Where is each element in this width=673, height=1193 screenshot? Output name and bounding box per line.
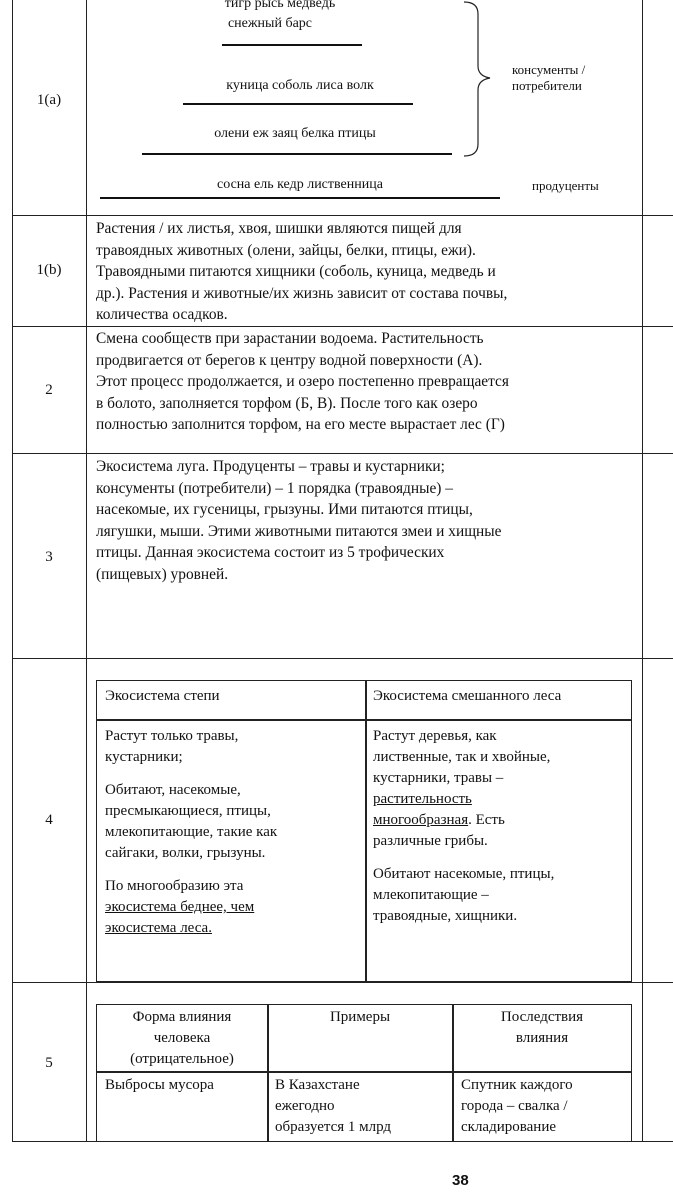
pyramid-level-producers: сосна ель кедр лиственница [217,177,383,192]
pyramid-level-top: тигр рысь медведь [224,0,336,11]
steppe-description: Растут только травы, кустарники; Обитают, насекомые, пресмыкающиеся, птицы, млекопитающие, такие как сайгаки, волки, грызуны. По многообразию эта экосистема беднее, чем экосистема леса. [105,728,278,936]
table-right-border [642,0,643,1141]
cell-impact-form: Выбросы мусора [105,1077,214,1093]
pyramid-bar [100,197,500,199]
pyramid-bar [183,103,413,105]
table-column-divider [365,681,367,981]
forest-description: Растут деревья, как лиственные, так и хвойные, кустарники, травы – растительность многообразная. Есть различные грибы. Обитают насекомые, птицы, млекопитающие – травоядные, хищники. [373,728,555,924]
row-separator [12,1141,673,1142]
row-number: 2 [45,382,53,398]
answer-text: Смена сообществ при зарастании водоема. Растительность продвигается от берегов к центру водной поверхности (А). Этот процесс продолжается, и озеро постепенно превращается в болото, заполняется торфом (Б, В). После того как озеро полностью заполнится торфом, на его месте вырастает лес (Г) [96,330,509,433]
row-number: 1(a) [36,92,62,108]
human-impact-table [96,1004,632,1141]
table-header-divider [97,719,631,721]
ecosystem-comparison-table [96,680,632,982]
table-header-steppe: Экосистема степи [105,688,220,704]
brace-icon [462,0,502,160]
header-impact-form: Форма влияния человека (отрицательное) [130,1009,234,1067]
table-header-forest: Экосистема смешанного леса [373,688,562,704]
pyramid-level-predators: куница соболь лиса волк [226,78,374,93]
row-separator [12,326,673,327]
answer-text: Растения / их листья, хвоя, шишки являются пищей для травоядных животных (олени, зайцы, белки, птицы, ежи). Травоядными питаются хищники (соболь, куница, медведь и др.). Растения и животные/их жизнь зависит от состава почвы, количества осадков. [96,220,508,323]
table-header-divider [97,1071,631,1073]
consumers-label: консументы / потребители [512,62,586,93]
page-number: 38 [452,1172,469,1189]
table-number-column-border [86,0,87,1141]
row-separator [12,215,673,216]
pyramid-level-herbivores: олени еж заяц белка птицы [214,126,376,141]
row-number: 5 [45,1055,53,1071]
row-number: 4 [45,812,53,828]
producers-label: продуценты [532,178,599,193]
answer-text: Экосистема луга. Продуценты – травы и кустарники; консументы (потребители) – 1 порядка (травоядные) – насекомые, их гусеницы, грызуны. Ими питаются птицы, лягушки, мыши. Этими животными питаются змеи и хищные птицы. Данная экосистема состоит из 5 трофических (пищевых) уровней. [96,458,502,583]
pyramid-level-top-2: снежный барс [227,16,313,31]
row-separator [12,453,673,454]
cell-examples: В Казахстане ежегодно образуется 1 млрд [275,1077,392,1135]
pyramid-bar [222,44,362,46]
header-consequences: Последствия влияния [500,1009,584,1046]
row-separator [12,982,673,983]
cell-consequences: Спутник каждого города – свалка / складирование [461,1077,573,1135]
row-number: 1(b) [36,262,62,278]
table-left-border [12,0,13,1141]
header-examples: Примеры [329,1009,391,1025]
row-number: 3 [45,549,53,565]
pyramid-bar [142,153,452,155]
row-separator [12,658,673,659]
